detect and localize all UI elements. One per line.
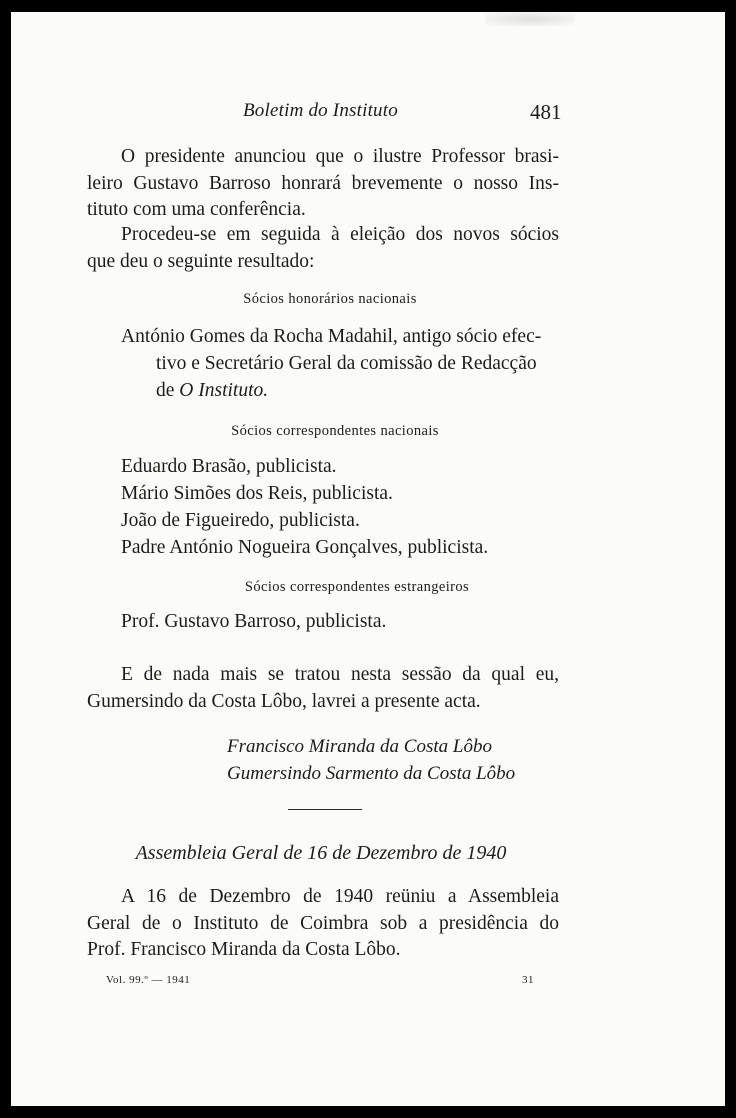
member-entry: Eduardo Brasão, publicista. [121, 456, 337, 477]
paragraph-line: O presidente anunciou que o ilustre Professor brasi- [121, 146, 559, 167]
intro-paragraph [87, 144, 559, 224]
election-paragraph [87, 222, 559, 275]
paragraph-line: tituto com uma conferência. [87, 199, 306, 220]
running-title: Boletim do Instituto [243, 100, 398, 121]
document-page [11, 12, 725, 1106]
footer-signature-mark: 31 [522, 974, 534, 986]
member-entry: Prof. Gustavo Barroso, publicista. [121, 611, 387, 632]
signature-secretary: Gumersindo Sarmento da Costa Lôbo [227, 763, 516, 784]
paragraph-line: Gumersindo da Costa Lôbo, lavrei a presente acta. [87, 690, 481, 712]
footer-volume: Vol. 99.º — 1941 [106, 974, 191, 986]
national-correspondents-heading: Sócios correspondentes nacionais [231, 423, 439, 439]
honorary-heading: Sócios honorários nacionais [243, 291, 417, 307]
page-number: 481 [530, 100, 562, 124]
assembly-heading: Assembleia Geral de 16 de Dezembro de 1940 [135, 842, 507, 864]
honorary-entry-line: tivo e Secretário Geral da comissão de Redacção [156, 353, 537, 374]
foreign-correspondents-heading: Sócios correspondentes estrangeiros [244, 579, 470, 595]
paragraph-line: Prof. Francisco Miranda da Costa Lôbo. [87, 939, 401, 960]
honorary-entry-line [156, 378, 268, 405]
assembly-paragraph [87, 884, 559, 964]
section-divider [288, 809, 362, 810]
paragraph-line: E de nada mais se tratou nesta sessão da qual eu, [121, 664, 559, 685]
page-header [11, 100, 725, 130]
journal-title: O Instituto. [179, 380, 269, 401]
paragraph-line: que deu o seguinte resultado: [87, 250, 315, 272]
paragraph-line: leiro Gustavo Barroso honrará brevemente o nosso Ins- [87, 172, 559, 194]
closing-paragraph [87, 662, 559, 715]
honorary-entry-line: António Gomes da Rocha Madahil, antigo sócio efec- [121, 326, 542, 347]
paragraph-line: A 16 de Dezembro de 1940 reüniu a Assembleia [121, 886, 559, 907]
member-entry: João de Figueiredo, publicista. [121, 510, 360, 531]
member-entry: Mário Simões dos Reis, publicista. [121, 483, 393, 504]
entry-prefix: de [156, 380, 180, 401]
signature-president: Francisco Miranda da Costa Lôbo [227, 736, 492, 757]
paragraph-line: Geral de o Instituto de Coimbra sob a presidência do [87, 912, 559, 934]
member-entry: Padre António Nogueira Gonçalves, publicista. [121, 537, 489, 558]
scan-smudge [485, 12, 575, 26]
paragraph-line: Procedeu-se em seguida à eleição dos novos sócios [121, 224, 559, 245]
